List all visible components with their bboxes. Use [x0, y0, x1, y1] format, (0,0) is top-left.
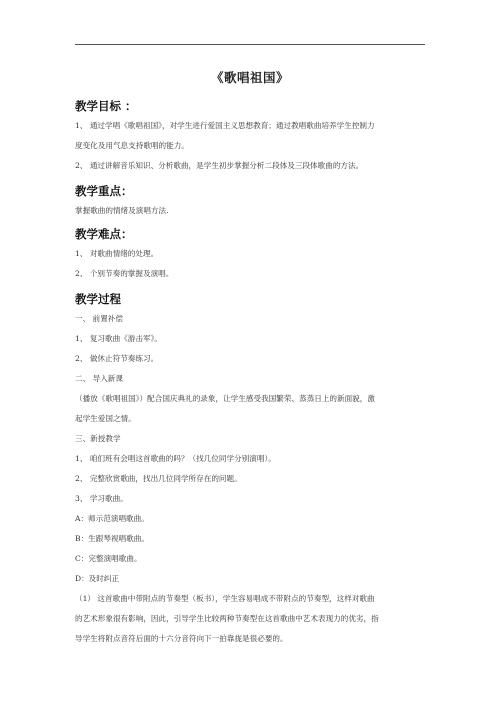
- list-item: 二、 导入新课: [75, 374, 123, 383]
- section-heading-difficulties: 教学难点：: [75, 227, 133, 241]
- list-item: 1、 对歌曲情绪的处理。: [75, 249, 159, 258]
- list-item: 1、 复习歌曲《游击军》。: [75, 334, 162, 343]
- document-title: 《歌唱祖国》: [210, 70, 289, 85]
- paragraph-line: 1、 通过学唱《歌唱祖国》，对学生进行爱国主义思想教育；通过教唱歌曲培养学生控制力: [75, 121, 375, 130]
- list-item: B：生跟琴视唱歌曲。: [75, 534, 149, 543]
- list-item: D：及时纠正: [75, 574, 120, 583]
- header-rule: [75, 44, 425, 45]
- list-item: A：师示范演唱歌曲。: [75, 514, 149, 523]
- list-item: 2、 个别节奏的掌握及演唱。: [75, 269, 174, 278]
- paragraph-line: 度变化及用气息支持歌唱的能力。: [75, 141, 189, 150]
- paragraph-line: 掌握歌曲的情绪及演唱方法.: [75, 206, 169, 215]
- paragraph-line: 2、 通过讲解音乐知识、分析歌曲，是学生初步掌握分析二段体及三段体歌曲的方法。: [75, 161, 364, 170]
- list-item: 2、 完整欣赏歌曲，找出几位同学所存在的问题。: [75, 474, 242, 483]
- list-item: 3、 学习歌曲。: [75, 494, 128, 503]
- paragraph-line: （1） 这首歌曲中带附点的节奏型（板书），学生容易唱成不带附点的节奏型，这样对歌曲: [75, 594, 375, 603]
- list-item: 1、 咱们班有会唱这首歌曲的吗？（找几位同学分别演唱）。: [75, 454, 276, 463]
- section-heading-key-points: 教学重点：: [75, 184, 133, 198]
- list-item: 一、 前置补偿: [75, 314, 123, 323]
- section-heading-process: 教学过程: [75, 292, 121, 306]
- paragraph-line: 导学生将附点音符后面的十六分音符向下一拍靠拢是很必要的。: [75, 634, 288, 643]
- paragraph-line: 起学生爱国之情。: [75, 414, 136, 423]
- list-item: C：完整演唱歌曲。: [75, 554, 142, 563]
- paragraph-line: （播放《歌唱祖国》）配合国庆典礼的录象，让学生感受我国繁荣、蒸蒸日上的新面貌，激: [75, 394, 375, 403]
- list-item: 三、新授教学: [75, 434, 121, 443]
- list-item: 2、 做休止符节奏练习。: [75, 354, 159, 363]
- section-heading-goals: 教学目标 ：: [75, 99, 137, 113]
- paragraph-line: 的艺术形象很有影响，因此，引导学生比较两种节奏型在这首歌曲中艺术表现力的优劣，指: [75, 614, 379, 623]
